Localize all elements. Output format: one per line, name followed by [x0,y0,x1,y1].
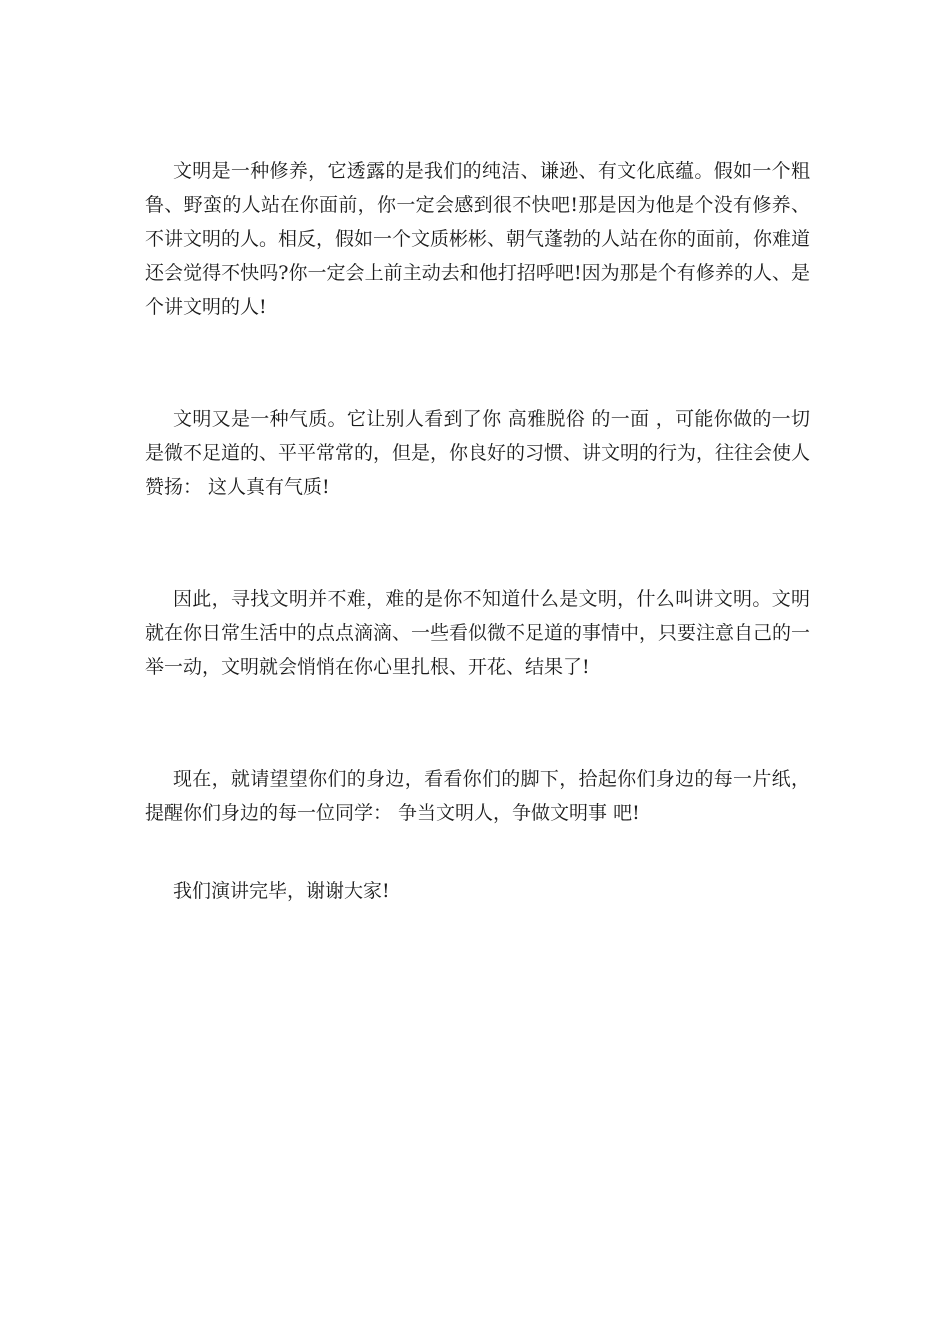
paragraph-5: 我们演讲完毕，谢谢大家! [173,880,390,902]
document-body [145,154,810,908]
paragraph-2: 文明又是一种气质。它让别人看到了你 高雅脱俗 的一面 ，可能你做的一切是微不足道的、平平常常的，但是，你良好的习惯、讲文明的行为，往往会使人赞扬： 这人真有气质! [145,408,811,498]
paragraph-3: 因此，寻找文明并不难，难的是你不知道什么是文明，什么叫讲文明。文明就在你日常生活中的点点滴滴、一些看似微不足道的事情中，只要注意自己的一举一动，文明就会悄悄在你心里扎根、开花、结果了! [145,588,811,678]
paragraph-1: 文明是一种修养，它透露的是我们的纯洁、谦逊、有文化底蕴。假如一个粗鲁、野蛮的人站在你面前，你一定会感到很不快吧!那是因为他是个没有修养、不讲文明的人。相反，假如一个文质彬彬、朝气蓬勃的人站在你的面前，你难道还会觉得不快吗?你一定会上前主动去和他打招呼吧!因为那是个有修养的人、是个讲文明的人! [145,160,811,318]
paragraph-4: 现在，就请望望你们的身边，看看你们的脚下，拾起你们身边的每一片纸，提醒你们身边的每一位同学： 争当文明人，争做文明事 吧! [145,768,810,824]
